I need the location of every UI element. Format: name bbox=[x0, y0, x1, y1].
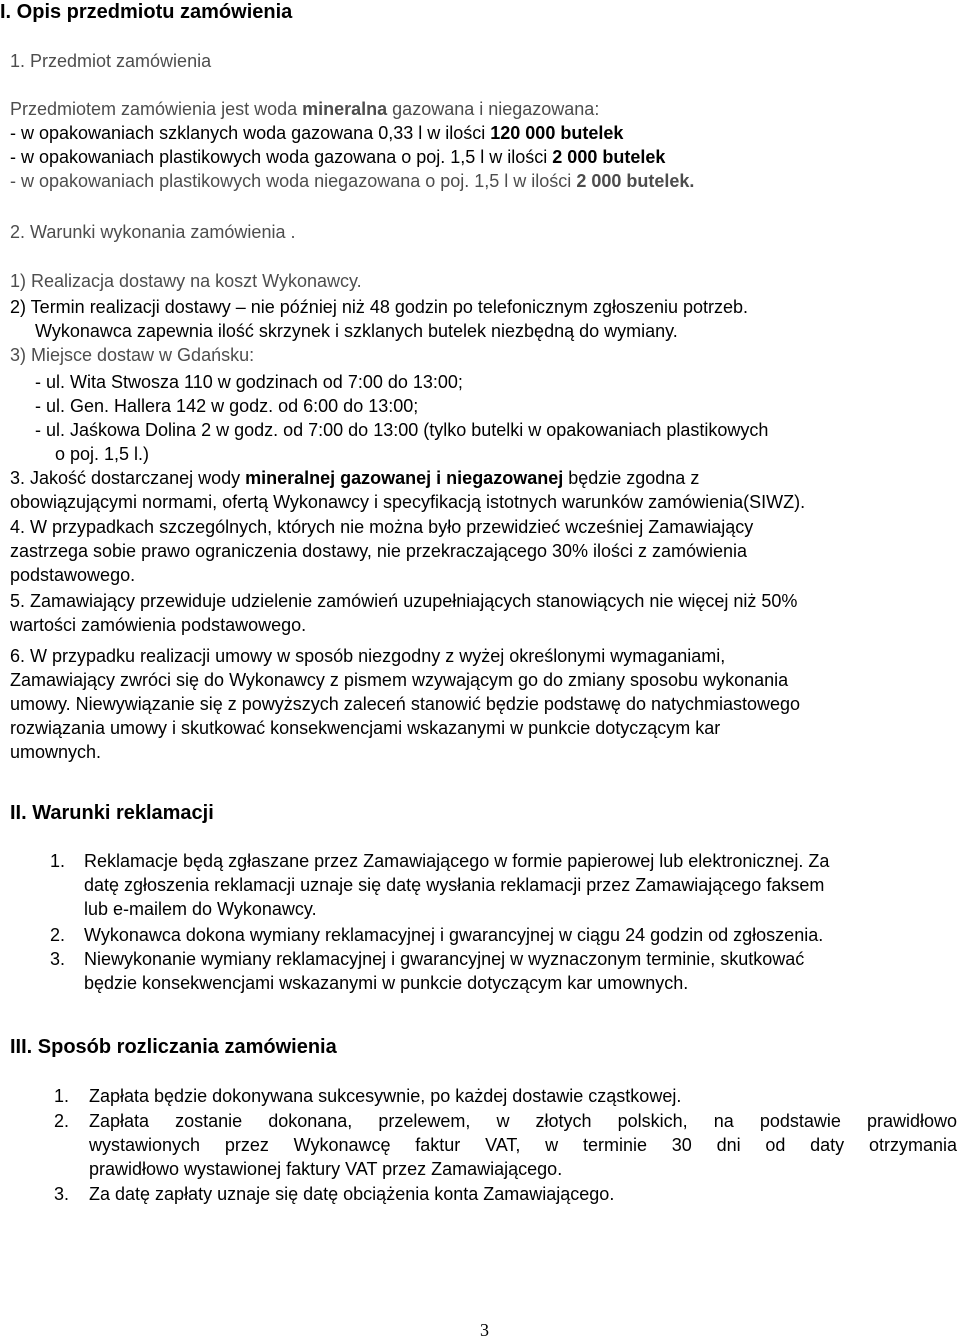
list-number: 1. bbox=[54, 1086, 70, 1106]
paragraph-3-bold: mineralnej gazowanej i niegazowanej bbox=[245, 468, 564, 488]
list-item-line: Niewykonanie wymiany reklamacyjnej i gwarancyjnej w wyznaczonym terminie, skutkować bbox=[84, 949, 805, 969]
paragraph-5-line: wartości zamówienia podstawowego. bbox=[10, 615, 307, 635]
paragraph-5-line: 5. Zamawiający przewiduje udzielenie zamówień uzupełniających stanowiących nie więcej niż 50% bbox=[10, 591, 798, 611]
paragraph-4-line: 4. W przypadkach szczególnych, których nie można było przewidzieć wcześniej Zamawiający bbox=[10, 517, 754, 537]
list-item-line: Zapłata zostanie dokonana, przelewem, w złotych polskich, na podstawie prawidłowo bbox=[89, 1111, 957, 1131]
paragraph-3-continued: obowiązującymi normami, ofertą Wykonawcy i specyfikacją istotnych warunków zamówienia(SIWZ). bbox=[10, 492, 806, 512]
condition-2-continued: Wykonawca zapewnia ilość skrzynek i szklanych butelek niezbędną do wymiany. bbox=[35, 321, 678, 341]
subsection-1-title: 1. Przedmiot zamówienia bbox=[10, 51, 212, 71]
paragraph-3 bbox=[10, 467, 699, 489]
intro-line bbox=[10, 170, 694, 192]
address-1: - ul. Wita Stwosza 110 w godzinach od 7:00 do 13:00; bbox=[35, 372, 463, 392]
list-item-line: Zapłata będzie dokonywana sukcesywnie, po każdej dostawie cząstkowej. bbox=[89, 1086, 682, 1106]
paragraph-4-line: podstawowego. bbox=[10, 565, 136, 585]
address-3: - ul. Jaśkowa Dolina 2 w godz. od 7:00 do 13:00 (tylko butelki w opakowaniach plastikowych bbox=[35, 420, 769, 440]
address-3-continued: o poj. 1,5 l.) bbox=[55, 444, 150, 464]
intro-line bbox=[10, 146, 665, 168]
address-2: - ul. Gen. Hallera 142 w godz. od 6:00 do 13:00; bbox=[35, 396, 419, 416]
paragraph-6-line: umownych. bbox=[10, 742, 102, 762]
subsection-2-title: 2. Warunki wykonania zamówienia . bbox=[10, 222, 296, 242]
section-3-heading: III. Sposób rozliczania zamówienia bbox=[10, 1036, 337, 1058]
list-item-line: Wykonawca dokona wymiany reklamacyjnej i gwarancyjnej w ciągu 24 godzin od zgłoszenia. bbox=[84, 925, 824, 945]
list-number: 3. bbox=[54, 1184, 70, 1204]
intro-text: gazowana i niegazowana: bbox=[387, 99, 600, 119]
list-item-line: wystawionych przez Wykonawcę faktur VAT, w terminie 30 dni od daty otrzymania bbox=[89, 1135, 957, 1155]
intro-bold: 2 000 butelek bbox=[552, 147, 666, 167]
list-item-line: prawidłowo wystawionej faktury VAT przez Zamawiającego. bbox=[89, 1159, 563, 1179]
list-item-line: datę zgłoszenia reklamacji uznaje się datę wysłania reklamacji przez Zamawiającego faksem bbox=[84, 875, 825, 895]
intro-line bbox=[10, 122, 623, 144]
list-item-line: Za datę zapłaty uznaje się datę obciążenia konta Zamawiającego. bbox=[89, 1184, 615, 1204]
list-item-line: będzie konsekwencjami wskazanymi w punkcie dotyczącym kar umownych. bbox=[84, 973, 689, 993]
intro-line bbox=[10, 98, 599, 120]
list-number: 1. bbox=[50, 851, 66, 871]
section-2-heading: II. Warunki reklamacji bbox=[10, 802, 214, 824]
intro-bold: 2 000 butelek. bbox=[576, 171, 695, 191]
condition-3: 3) Miejsce dostaw w Gdańsku: bbox=[10, 345, 255, 365]
list-number: 2. bbox=[50, 925, 66, 945]
list-number: 2. bbox=[54, 1111, 70, 1131]
list-item-line: Reklamacje będą zgłaszane przez Zamawiającego w formie papierowej lub elektronicznej. Za bbox=[84, 851, 830, 871]
intro-text: Przedmiotem zamówienia jest woda bbox=[10, 99, 303, 119]
paragraph-6-line: 6. W przypadku realizacji umowy w sposób niezgodny z wyżej określonymi wymaganiami, bbox=[10, 646, 726, 666]
condition-1: 1) Realizacja dostawy na koszt Wykonawcy. bbox=[10, 271, 362, 291]
paragraph-6-line: Zamawiający zwróci się do Wykonawcy z pismem wzywającym go do zmiany sposobu wykonania bbox=[10, 670, 789, 690]
section-1-heading: I. Opis przedmiotu zamówienia bbox=[0, 1, 293, 23]
intro-text: - w opakowaniach plastikowych woda niegazowana o poj. 1,5 l w ilości bbox=[10, 171, 577, 191]
condition-2: 2) Termin realizacji dostawy – nie później niż 48 godzin po telefonicznym zgłoszeniu potrzeb. bbox=[10, 297, 749, 317]
intro-text: - w opakowaniach szklanych woda gazowana 0,33 l w ilości bbox=[10, 123, 491, 143]
intro-bold: mineralna bbox=[302, 99, 388, 119]
list-number: 3. bbox=[50, 949, 66, 969]
paragraph-6-line: umowy. Niewywiązanie się z powyższych zaleceń stanowić będzie podstawę do natychmiastowego bbox=[10, 694, 801, 714]
list-item-line: lub e-mailem do Wykonawcy. bbox=[84, 899, 317, 919]
paragraph-6-line: rozwiązania umowy i skutkować konsekwencjami wskazanymi w punkcie dotyczącym kar bbox=[10, 718, 721, 738]
paragraph-3-text: 3. Jakość dostarczanej wody bbox=[10, 468, 246, 488]
intro-bold: 120 000 butelek bbox=[490, 123, 624, 143]
page-number: 3 bbox=[480, 1320, 489, 1340]
intro-text: - w opakowaniach plastikowych woda gazowana o poj. 1,5 l w ilości bbox=[10, 147, 553, 167]
paragraph-3-text: będzie zgodna z bbox=[563, 468, 700, 488]
paragraph-4-line: zastrzega sobie prawo ograniczenia dostawy, nie przekraczającego 30% ilości z zamówienia bbox=[10, 541, 748, 561]
